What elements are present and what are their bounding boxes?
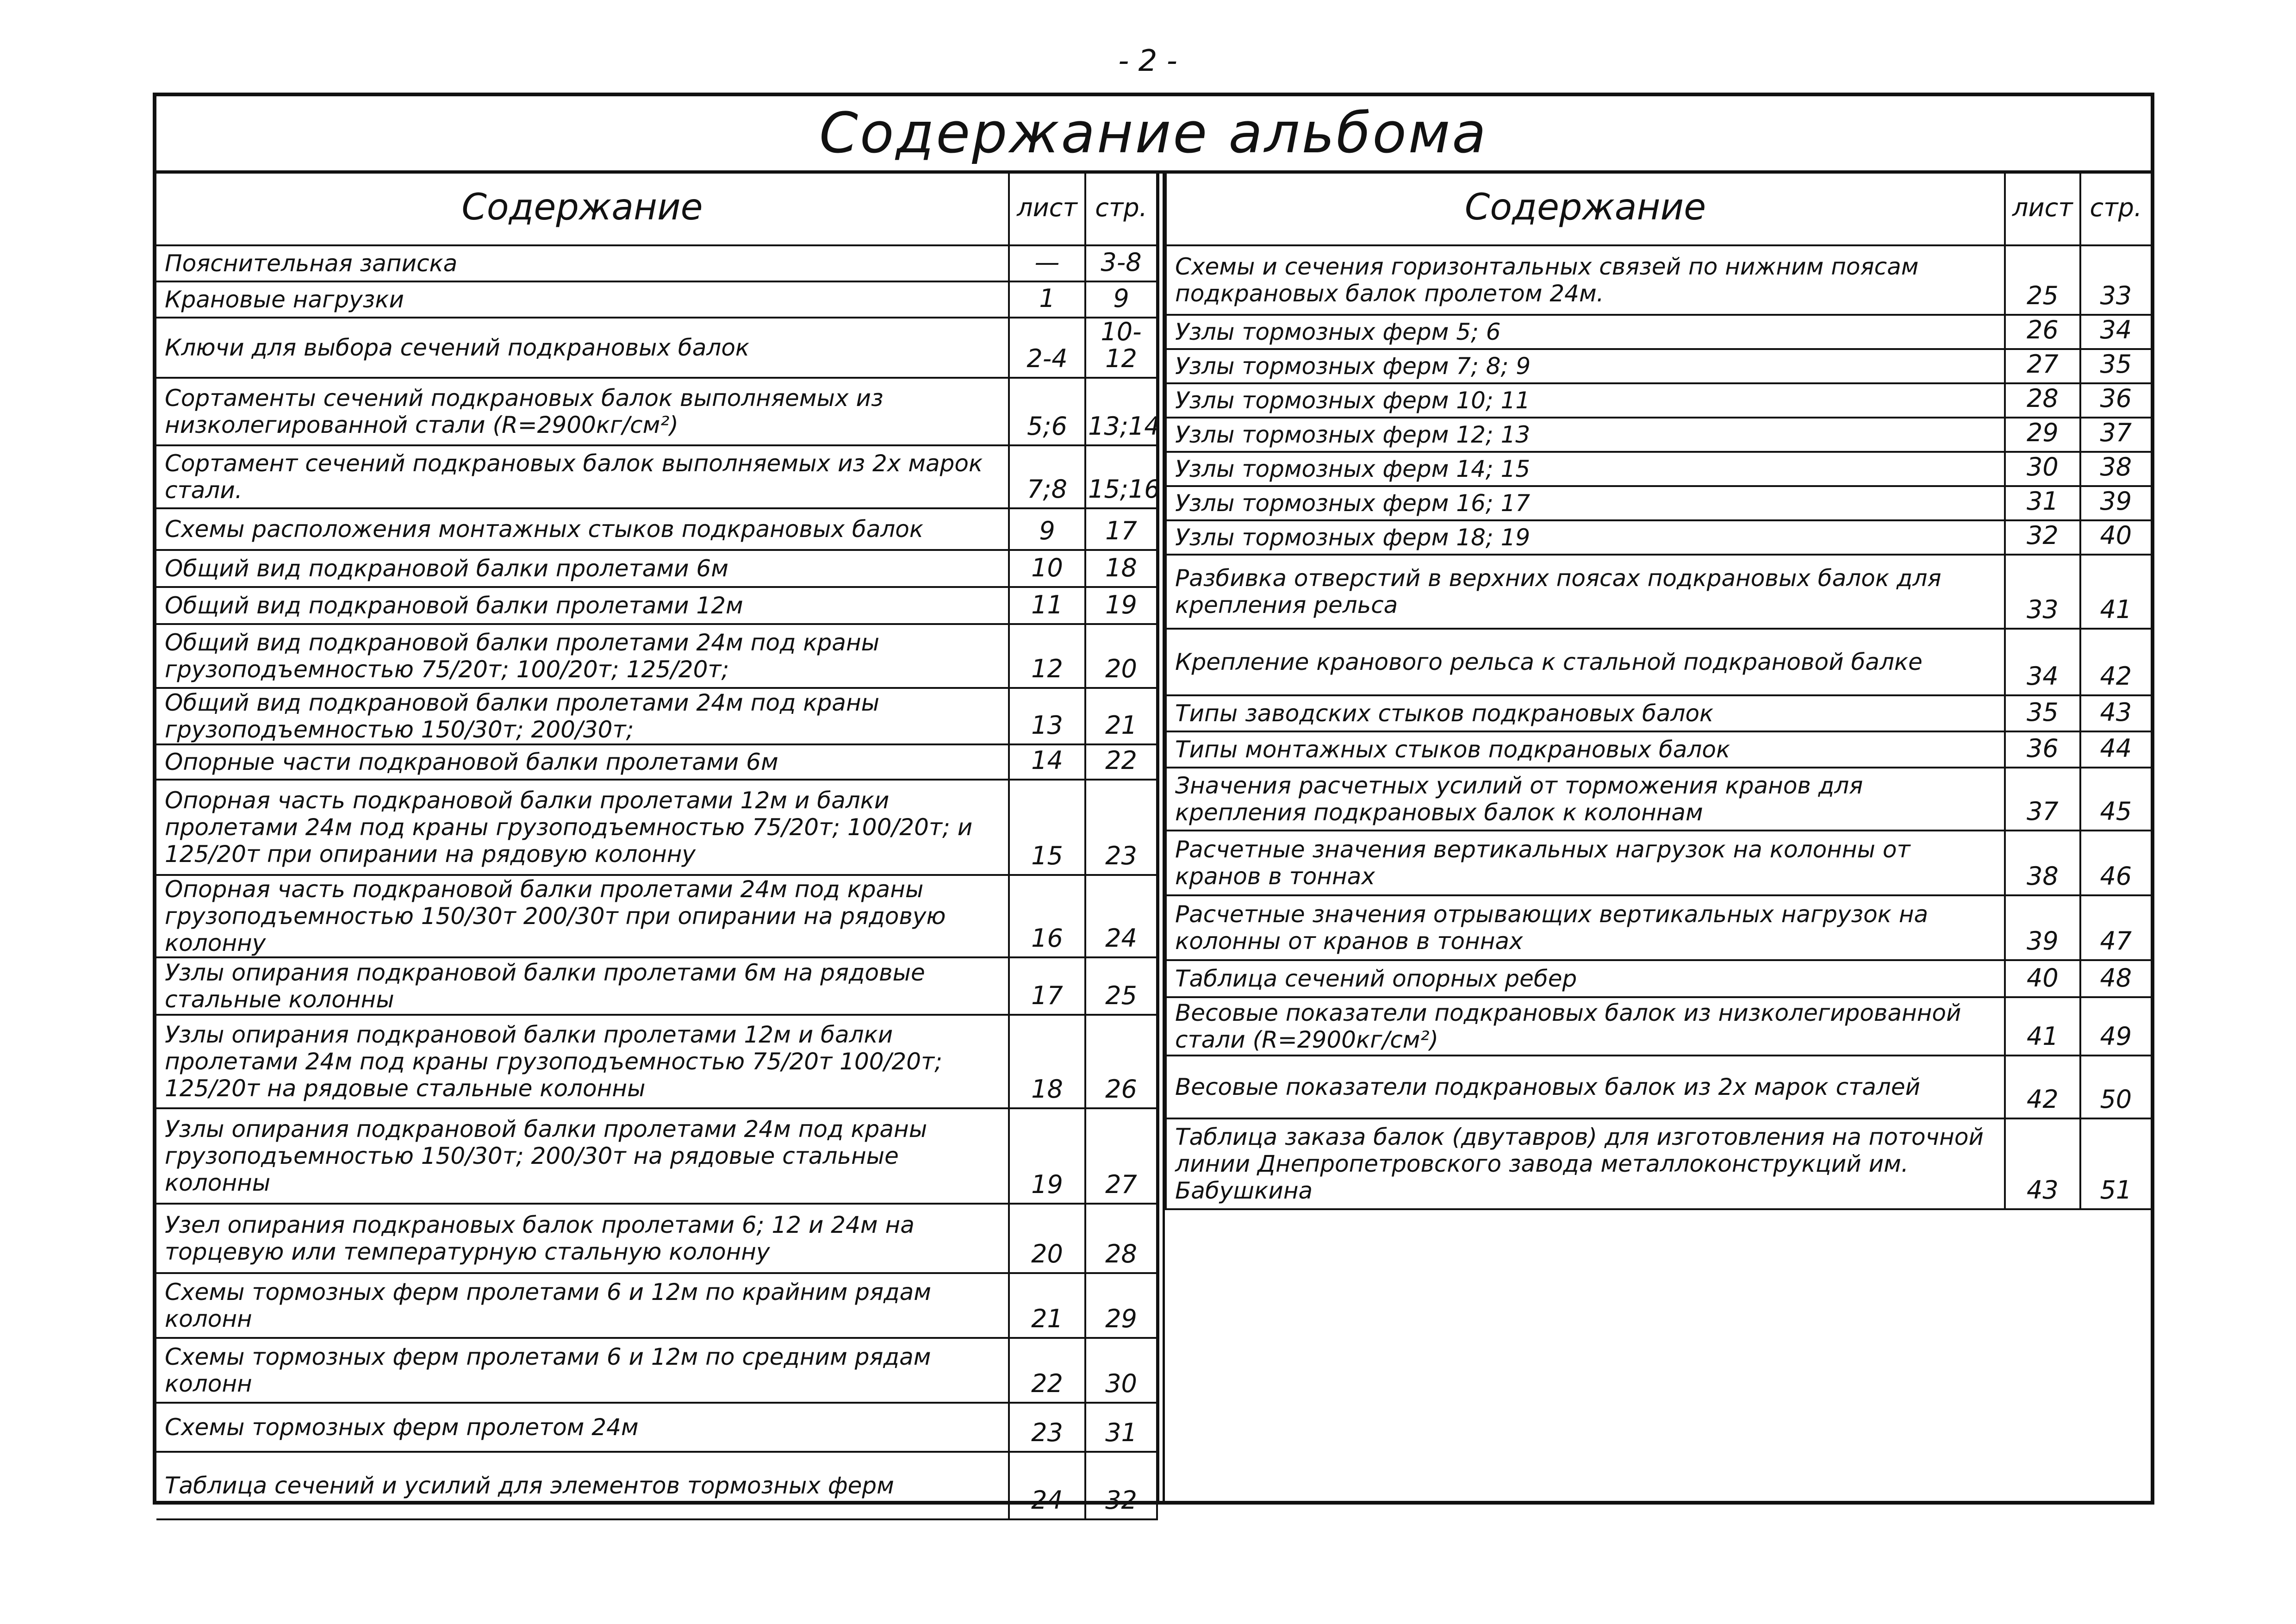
sheet-number: 9 (1009, 508, 1085, 550)
page-range: 27 (1085, 1108, 1157, 1204)
table-row (1166, 960, 2151, 997)
page-range: 21 (1085, 688, 1157, 744)
table-row (156, 744, 1157, 780)
left-table-body (156, 245, 1160, 1519)
sheet-number: 5;6 (1009, 378, 1085, 445)
sheet-number: 43 (2005, 1118, 2080, 1209)
table-row (1166, 695, 2151, 731)
page-range: 40 (2080, 520, 2151, 555)
entry-title: Общий вид подкрановой балки пролетами 24м под краны грузоподъемностью 75/20т; 100/20т; 125/20т; (156, 624, 1009, 688)
entry-title: Крановые нагрузки (156, 281, 1009, 318)
entry-title: Сортамент сечений подкрановых балок выполняемых из 2х марок стали. (156, 445, 1009, 508)
table-row (156, 1403, 1157, 1452)
page-range: 39 (2080, 486, 2151, 520)
sheet-number: 34 (2005, 629, 2080, 695)
page-range: 31 (1085, 1403, 1157, 1452)
sheet-number: 25 (2005, 245, 2080, 315)
table-row (1166, 768, 2151, 831)
page-range: 28 (1085, 1204, 1157, 1273)
page-range: 22 (1085, 744, 1157, 780)
table-row (156, 587, 1157, 624)
sheet-number: 13 (1009, 688, 1085, 744)
sheet-number: 18 (1009, 1015, 1085, 1108)
left-contents-column (156, 170, 1160, 1515)
entry-title: Схемы расположения монтажных стыков подкрановых балок (156, 508, 1009, 550)
page-header: стр. (2080, 170, 2151, 245)
right-contents-table (1165, 170, 2151, 1210)
table-row (156, 1015, 1157, 1108)
page-range: 30 (1085, 1338, 1157, 1403)
sheet-number: 1 (1009, 281, 1085, 318)
page-range: 36 (2080, 383, 2151, 418)
entry-title: Расчетные значения вертикальных нагрузок на колонны от кранов в тоннах (1166, 831, 2005, 895)
table-row (1166, 315, 2151, 349)
page-range: 20 (1085, 624, 1157, 688)
page-range: 43 (2080, 695, 2151, 731)
table-row (1166, 1056, 2151, 1118)
sheet-number: 33 (2005, 555, 2080, 629)
entry-title: Таблица сечений опорных ребер (1166, 960, 2005, 997)
table-row (156, 780, 1157, 875)
table-row (156, 1108, 1157, 1204)
sheet-header: лист (1009, 170, 1085, 245)
sheet-number: 29 (2005, 418, 2080, 452)
page-range: 47 (2080, 895, 2151, 960)
entry-title: Узлы тормозных ферм 16; 17 (1166, 486, 2005, 520)
table-row (1166, 349, 2151, 383)
entry-title: Опорная часть подкрановой балки пролетами 12м и балки пролетами 24м под краны грузоподъемностью 75/20т; 100/20т; и 125/20т при опирании на рядовую колонну (156, 780, 1009, 875)
entry-title: Весовые показатели подкрановых балок из 2х марок сталей (1166, 1056, 2005, 1118)
sheet-number: 21 (1009, 1273, 1085, 1338)
entry-title: Типы заводских стыков подкрановых балок (1166, 695, 2005, 731)
table-row (1166, 629, 2151, 695)
page-range: 38 (2080, 452, 2151, 486)
page-range: 33 (2080, 245, 2151, 315)
page-range: 45 (2080, 768, 2151, 831)
sheet-number: 31 (2005, 486, 2080, 520)
entry-title: Узлы опирания подкрановой балки пролетами 12м и балки пролетами 24м под краны грузоподъемностью 75/20т 100/20т; 125/20т на рядовые стальные колонны (156, 1015, 1009, 1108)
table-row (156, 1273, 1157, 1338)
sheet-number: 39 (2005, 895, 2080, 960)
page-range: 51 (2080, 1118, 2151, 1209)
contents-frame (153, 93, 2154, 1515)
page-range: 49 (2080, 997, 2151, 1056)
entry-title: Узел опирания подкрановых балок пролетами 6; 12 и 24м на торцевую или температурную стальную колонну (156, 1204, 1009, 1273)
page-range: 34 (2080, 315, 2151, 349)
entry-title: Схемы тормозных ферм пролетами 6 и 12м по крайним рядам колонн (156, 1273, 1009, 1338)
table-row (1166, 895, 2151, 960)
page-range: 44 (2080, 731, 2151, 768)
page-range: 46 (2080, 831, 2151, 895)
sheet-number: 16 (1009, 875, 1085, 957)
page-title: Содержание альбома (156, 96, 2151, 174)
table-row (156, 445, 1157, 508)
table-row (156, 508, 1157, 550)
entry-title: Узлы тормозных ферм 12; 13 (1166, 418, 2005, 452)
entry-title: Узлы тормозных ферм 10; 11 (1166, 383, 2005, 418)
sheet-number: 22 (1009, 1338, 1085, 1403)
sheet-number: 37 (2005, 768, 2080, 831)
sheet-number: 19 (1009, 1108, 1085, 1204)
entry-title: Таблица сечений и усилий для элементов тормозных ферм (156, 1452, 1009, 1519)
table-row (156, 378, 1157, 445)
table-row (1166, 731, 2151, 768)
table-row (156, 1452, 1157, 1519)
entry-title: Схемы тормозных ферм пролетами 6 и 12м по средним рядам колонн (156, 1338, 1009, 1403)
entry-title: Крепление кранового рельса к стальной подкрановой балке (1166, 629, 2005, 695)
table-row (156, 875, 1157, 957)
table-row (1166, 452, 2151, 486)
table-row (1166, 520, 2151, 555)
table-row (1166, 245, 2151, 315)
page-range: 15;16 (1085, 445, 1157, 508)
table-row (1166, 486, 2151, 520)
page-range: 41 (2080, 555, 2151, 629)
sheet-number: 23 (1009, 1403, 1085, 1452)
page-range: 9 (1085, 281, 1157, 318)
entry-title: Разбивка отверстий в верхних поясах подкрановых балок для крепления рельса (1166, 555, 2005, 629)
sheet-number: 32 (2005, 520, 2080, 555)
sheet-number: 10 (1009, 550, 1085, 587)
entry-title: Таблица заказа балок (двутавров) для изготовления на поточной линии Днепропетровского завода металлоконструкций им. Бабушкина (1166, 1118, 2005, 1209)
page-range: 3-8 (1085, 245, 1157, 281)
entry-title: Узлы опирания подкрановой балки пролетами 6м на рядовые стальные колонны (156, 957, 1009, 1015)
entry-title: Опорная часть подкрановой балки пролетами 24м под краны грузоподъемностью 150/30т 200/30т при опирании на рядовую колонну (156, 875, 1009, 957)
entry-title: Узлы тормозных ферм 7; 8; 9 (1166, 349, 2005, 383)
sheet-number: 28 (2005, 383, 2080, 418)
content-header: Содержание (1166, 170, 2005, 245)
page-range: 10-12 (1085, 318, 1157, 378)
entry-title: Значения расчетных усилий от торможения кранов для крепления подкрановых балок к колоннам (1166, 768, 2005, 831)
page-range: 37 (2080, 418, 2151, 452)
table-row (156, 624, 1157, 688)
sheet-number: 42 (2005, 1056, 2080, 1118)
table-row (1166, 555, 2151, 629)
entry-title: Узлы тормозных ферм 5; 6 (1166, 315, 2005, 349)
page-number: - 2 - (1118, 44, 1177, 78)
entry-title: Общий вид подкрановой балки пролетами 12м (156, 587, 1009, 624)
page-range: 13;14 (1085, 378, 1157, 445)
sheet-number: — (1009, 245, 1085, 281)
sheet-number: 27 (2005, 349, 2080, 383)
page-range: 42 (2080, 629, 2151, 695)
sheet-number: 20 (1009, 1204, 1085, 1273)
sheet-number: 24 (1009, 1452, 1085, 1519)
page-range: 48 (2080, 960, 2151, 997)
page-range: 24 (1085, 875, 1157, 957)
sheet-number: 35 (2005, 695, 2080, 731)
table-row (156, 245, 1157, 281)
sheet-number: 2-4 (1009, 318, 1085, 378)
entry-title: Весовые показатели подкрановых балок из низколегированной стали (R=2900кг/см²) (1166, 997, 2005, 1056)
sheet-number: 15 (1009, 780, 1085, 875)
page-range: 23 (1085, 780, 1157, 875)
entry-title: Схемы и сечения горизонтальных связей по нижним поясам подкрановых балок пролетом 24м. (1166, 245, 2005, 315)
page-range: 26 (1085, 1015, 1157, 1108)
table-row (156, 281, 1157, 318)
page-range: 50 (2080, 1056, 2151, 1118)
sheet-number: 41 (2005, 997, 2080, 1056)
sheet-number: 12 (1009, 624, 1085, 688)
table-row (1166, 383, 2151, 418)
table-row (156, 1338, 1157, 1403)
table-row (156, 318, 1157, 378)
page-range: 18 (1085, 550, 1157, 587)
left-contents-table (156, 170, 1158, 1520)
sheet-header: лист (2005, 170, 2080, 245)
table-row (1166, 418, 2151, 452)
page-header: стр. (1085, 170, 1157, 245)
entry-title: Общий вид подкрановой балки пролетами 24м под краны грузоподъемностью 150/30т; 200/30т; (156, 688, 1009, 744)
page-range: 32 (1085, 1452, 1157, 1519)
page-range: 19 (1085, 587, 1157, 624)
table-row (1166, 1118, 2151, 1209)
right-contents-column (1163, 170, 2151, 1501)
sheet-number: 7;8 (1009, 445, 1085, 508)
entry-title: Схемы тормозных ферм пролетом 24м (156, 1403, 1009, 1452)
page-range: 35 (2080, 349, 2151, 383)
entry-title: Узлы опирания подкрановой балки пролетами 24м под краны грузоподъемностью 150/30т; 200/30т на рядовые стальные колонны (156, 1108, 1009, 1204)
sheet-number: 36 (2005, 731, 2080, 768)
sheet-number: 14 (1009, 744, 1085, 780)
table-row (156, 957, 1157, 1015)
sheet-number: 38 (2005, 831, 2080, 895)
entry-title: Пояснительная записка (156, 245, 1009, 281)
table-row (156, 688, 1157, 744)
sheet-number: 26 (2005, 315, 2080, 349)
table-row (156, 1204, 1157, 1273)
table-row (1166, 997, 2151, 1056)
right-table-body (1166, 245, 2151, 1209)
table-row (156, 550, 1157, 587)
entry-title: Ключи для выбора сечений подкрановых балок (156, 318, 1009, 378)
sheet-number: 11 (1009, 587, 1085, 624)
entry-title: Опорные части подкрановой балки пролетами 6м (156, 744, 1009, 780)
entry-title: Узлы тормозных ферм 18; 19 (1166, 520, 2005, 555)
sheet-number: 30 (2005, 452, 2080, 486)
right-header-row (1166, 170, 2151, 245)
entry-title: Общий вид подкрановой балки пролетами 6м (156, 550, 1009, 587)
sheet-number: 17 (1009, 957, 1085, 1015)
entry-title: Расчетные значения отрывающих вертикальных нагрузок на колонны от кранов в тоннах (1166, 895, 2005, 960)
left-header-row (156, 170, 1157, 245)
content-header: Содержание (156, 170, 1009, 245)
entry-title: Узлы тормозных ферм 14; 15 (1166, 452, 2005, 486)
page-range: 25 (1085, 957, 1157, 1015)
table-row (1166, 831, 2151, 895)
entry-title: Сортаменты сечений подкрановых балок выполняемых из низколегированной стали (R=2900кг/см²) (156, 378, 1009, 445)
entry-title: Типы монтажных стыков подкрановых балок (1166, 731, 2005, 768)
sheet-number: 40 (2005, 960, 2080, 997)
page-range: 17 (1085, 508, 1157, 550)
page-range: 29 (1085, 1273, 1157, 1338)
